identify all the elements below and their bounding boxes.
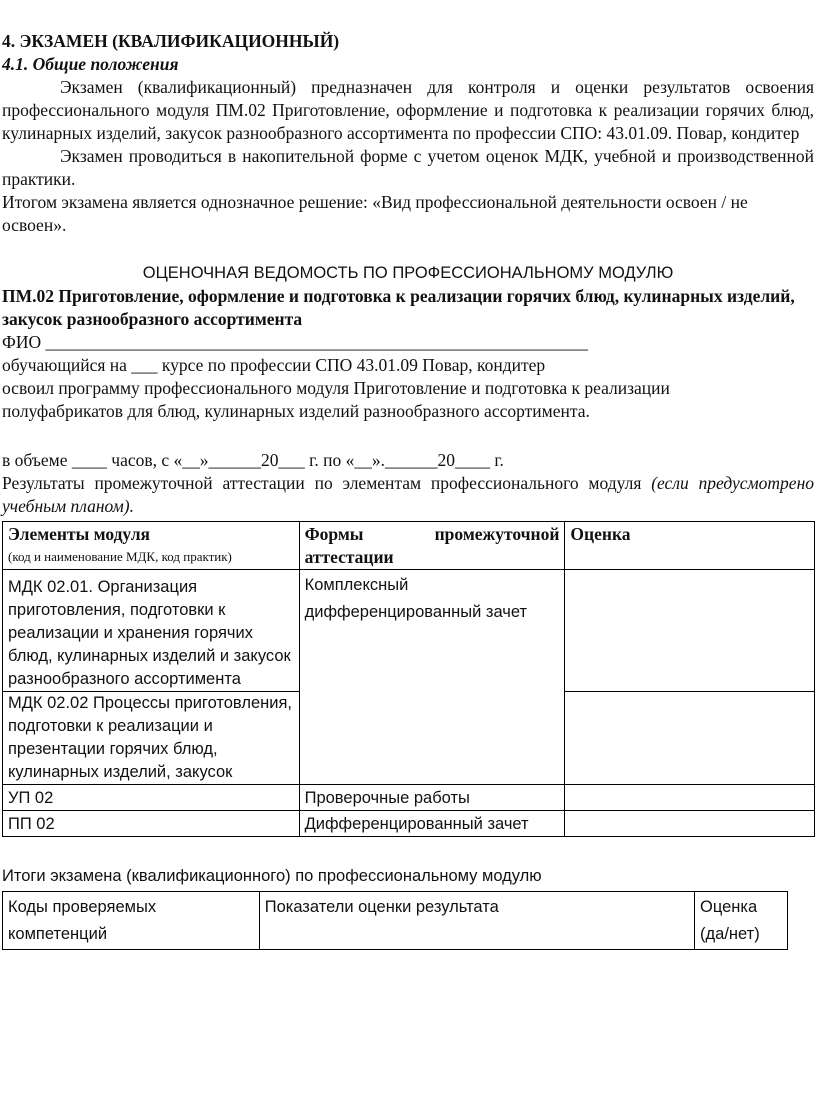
form-cell: Проверочные работы [299, 785, 565, 811]
header-cell-grade: Оценка (да/нет) [695, 892, 788, 950]
form-cell: Дифференцированный зачет [299, 811, 565, 837]
form-cell: Комплексный дифференцированный зачет [299, 570, 565, 785]
element-cell: УП 02 [3, 785, 300, 811]
module-title: ПМ.02 Приготовление, оформление и подготовка к реализации горячих блюд, кулинарных изделий, закусок разнообразного ассортимента [2, 286, 795, 329]
subsection-heading: 4.1. Общие положения [2, 54, 179, 74]
element-cell: МДК 02.02 Процессы приготовления, подготовки к реализации и презентации горячих блюд, кулинарных изделий, закусок [3, 692, 300, 785]
exam-results-title: Итоги экзамена (квалификационного) по профессиональному модулю [2, 867, 542, 885]
vedomost-title: ОЦЕНОЧНАЯ ВЕДОМОСТЬ ПО ПРОФЕССИОНАЛЬНОМУ МОДУЛЮ [142, 264, 674, 282]
table-row [3, 785, 815, 811]
grade-cell[interactable] [565, 785, 815, 811]
fio-label: ФИО [2, 332, 42, 352]
document-page [0, 30, 816, 950]
table-header-row [3, 892, 788, 950]
table-row [3, 570, 815, 692]
element-cell: МДК 02.01. Организация приготовления, подготовки к реализации и хранения горячих блюд, кулинарных изделий и закусок разнообразного ассортимента [3, 570, 300, 692]
intermediate-results-line [2, 472, 814, 518]
grade-cell[interactable] [565, 811, 815, 837]
paragraph-purpose: Экзамен (квалификационный) предназначен для контроля и оценки результатов освоения профессионального модуля ПМ.02 Приготовление, оформление и подготовка к реализации горячих блюд, кулинарных изделий, закусок разнообразного ассортимента по профессии СПО: 43.01.09. Повар, кондитер [2, 77, 814, 143]
header-cell-forms: Формы промежуточной аттестации [299, 522, 565, 570]
fio-row [2, 331, 816, 354]
intermediate-results-note: (если предусмотрено учебным планом). [2, 473, 814, 516]
fio-underline: ______________________________________________________________ [45, 332, 588, 352]
header-elements-note: (код и наименование МДК, код практик) [8, 549, 232, 564]
module-elements-table [2, 521, 815, 837]
paragraph-form: Экзамен проводиться в накопительной форме с учетом оценок МДК, учебной и производственной практики. [2, 146, 814, 189]
table-header-row [3, 522, 815, 570]
grade-cell[interactable] [565, 570, 815, 692]
grade-cell[interactable] [565, 692, 815, 785]
paragraph-result: Итогом экзамена является однозначное решение: «Вид профессиональной деятельности освоен / не освоен». [2, 192, 748, 235]
student-course-line: обучающийся на ___ курсе по профессии СПО 43.01.09 Повар, кондитер [2, 355, 546, 375]
header-cell-indicators: Показатели оценки результата [259, 892, 694, 950]
exam-results-table [2, 891, 788, 950]
header-cell-elements [3, 522, 300, 570]
header-cell-grade: Оценка [565, 522, 815, 570]
header-cell-competencies: Коды проверяемых компетенций [3, 892, 260, 950]
header-elements-label: Элементы модуля [8, 524, 151, 544]
element-cell: ПП 02 [3, 811, 300, 837]
mastered-program-line: освоил программу профессионального модуля Приготовление и подготовка к реализации полуфабрикатов для блюд, кулинарных изделий разнообразного ассортимента. [2, 378, 670, 421]
volume-line: в объеме ____ часов, с «__»______20___ г. по «__».______20____ г. [2, 450, 504, 470]
section-heading: 4. ЭКЗАМЕН (КВАЛИФИКАЦИОННЫЙ) [2, 31, 340, 51]
intermediate-results-text: Результаты промежуточной аттестации по элементам профессионального модуля [2, 473, 642, 493]
table-row [3, 811, 815, 837]
